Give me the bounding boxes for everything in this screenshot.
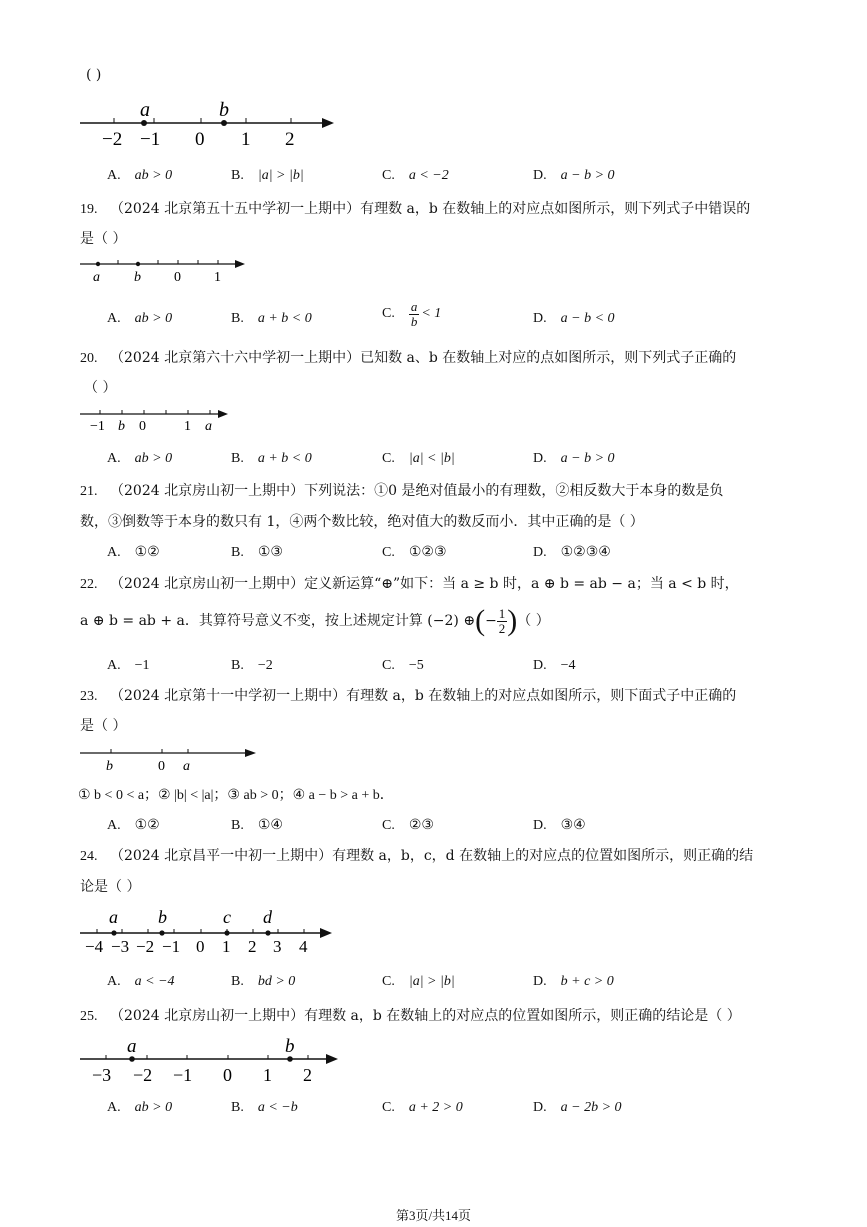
q21-option-c[interactable]: C. ①②③ (382, 545, 447, 560)
q19-stem-line1: （2024 北京第五十五中学初一上期中）有理数 a，b 在数轴上的对应点如图所示，则下列式子中错误的 (110, 201, 751, 217)
label-one: 1 (214, 270, 221, 285)
label-a: a (183, 759, 190, 774)
label-zero: 0 (174, 270, 181, 285)
axis-arrow (245, 749, 256, 757)
label-b: b (134, 270, 141, 285)
q24-option-d[interactable]: D. b + c > 0 (533, 974, 614, 989)
label-b: b (158, 907, 167, 927)
q19-fraction: $\frac{a}{b}$ (410, 299, 418, 329)
label-a: a (93, 270, 100, 285)
q24-number: 24. (80, 849, 98, 864)
tick-label: 2 (303, 1065, 312, 1085)
label-a: a (140, 99, 150, 121)
q20-number-line (78, 405, 238, 435)
axis-arrow (218, 410, 228, 418)
tick-label: −4 (85, 937, 104, 956)
q22-stem-line1: （2024 北京房山初一上期中）定义新运算“⊕”如下：当 a ≥ b 时，a ⊕ b = ab − a；当 a < b 时， (110, 576, 739, 592)
q25-option-a[interactable]: A. ab > 0 (107, 1100, 173, 1115)
q25-option-b[interactable]: B. a < −b (231, 1100, 298, 1115)
tick-label: 2 (285, 129, 295, 150)
q25-option-c[interactable]: C. a + 2 > 0 (382, 1100, 463, 1115)
label-b: b (106, 759, 113, 774)
q18-option-d[interactable]: D. a − b > 0 (533, 168, 615, 183)
q18-option-c[interactable]: C. a < −2 (382, 168, 449, 183)
q21-option-b[interactable]: B. ①③ (231, 545, 283, 560)
q25-number-line (76, 1034, 351, 1086)
q19-stem-line2: 是（ ） (80, 231, 127, 247)
q25-number: 25. (80, 1009, 98, 1024)
tick-label: −3 (111, 937, 130, 956)
axis-arrow (235, 260, 245, 268)
point-d (265, 930, 270, 935)
label-d: d (263, 907, 272, 927)
point-b (136, 262, 140, 266)
q25-option-d[interactable]: D. a − 2b > 0 (533, 1100, 622, 1115)
q23-conditions: ① b < 0 < a；② |b| < |a|；③ ab > 0；④ a − b > a + b． (78, 788, 394, 803)
tick-label: 1 (241, 129, 251, 150)
label-a: a (205, 419, 212, 434)
tick-label: 4 (299, 937, 308, 956)
q24-option-c[interactable]: C. |a| > |b| (382, 974, 455, 989)
q23-option-d[interactable]: D. ③④ (533, 818, 586, 833)
q24-stem-line2: 论是（ ） (80, 879, 141, 895)
point-a (96, 262, 100, 266)
q24-stem-line1: （2024 北京昌平一中初一上期中）有理数 a，b，c，d 在数轴上的对应点的位置如图所示，则正确的结 (110, 848, 754, 864)
tick-label: −1 (162, 937, 181, 956)
label-zero: 0 (158, 759, 165, 774)
q19-option-a[interactable]: A. ab > 0 (107, 311, 173, 326)
label-minus-one: −1 (90, 419, 105, 434)
label-one: 1 (184, 419, 191, 434)
q20-option-b[interactable]: B. a + b < 0 (231, 451, 312, 466)
label-c: c (223, 907, 231, 927)
axis-arrow (320, 928, 332, 938)
axis-arrow (322, 118, 334, 128)
axis-arrow (326, 1054, 338, 1064)
q18-option-a[interactable]: A. ab > 0 (107, 168, 173, 183)
tick-label: 0 (195, 129, 205, 150)
label-a: a (109, 907, 118, 927)
point-b (159, 930, 164, 935)
q24-option-b[interactable]: B. bd > 0 (231, 974, 296, 989)
q22-stem-line2: a ⊕ b = ab + a．其算符号意义不变，按上述规定计算 (−2) ⊕(− $\frac{1}{2}$ )（ ） (80, 604, 550, 637)
q20-stem-line2: （ ） (84, 380, 117, 396)
q20-option-c[interactable]: C. |a| < |b| (382, 451, 455, 466)
tick-label: −1 (173, 1065, 193, 1085)
q19-number-line (78, 254, 253, 286)
q24-option-a[interactable]: A. a < −4 (107, 974, 175, 989)
point-c (224, 930, 229, 935)
q22-fraction: $\frac{1}{2}$ (498, 605, 506, 636)
label-b: b (118, 419, 125, 434)
q21-option-d[interactable]: D. ①②③④ (533, 545, 611, 560)
tick-label: −2 (102, 129, 123, 150)
q23-stem-line2: 是（ ） (80, 718, 127, 734)
q23-option-c[interactable]: C. ②③ (382, 818, 434, 833)
q22-option-d[interactable]: D. −4 (533, 658, 576, 673)
point-a (129, 1056, 135, 1062)
tick-label: −2 (133, 1065, 153, 1085)
tick-label: 0 (196, 937, 205, 956)
q20-number: 20. (80, 351, 98, 366)
q20-option-d[interactable]: D. a − b > 0 (533, 451, 615, 466)
q20-option-a[interactable]: A. ab > 0 (107, 451, 173, 466)
q25-stem-line1: （2024 北京房山初一上期中）有理数 a，b 在数轴上的对应点的位置如图所示，则正确的结论是（ ） (110, 1008, 741, 1024)
q18-option-b[interactable]: B. |a| > |b| (231, 168, 304, 183)
q22-option-c[interactable]: C. −5 (382, 658, 424, 673)
tick-label: −1 (140, 129, 161, 150)
q21-stem-line2: 数，③倒数等于本身的数只有 1，④两个数比较，绝对值大的数反而小．其中正确的是（ ） (80, 514, 644, 530)
tick-label: 3 (273, 937, 282, 956)
q19-number: 19. (80, 202, 98, 217)
point-b (287, 1056, 293, 1062)
q19-option-d[interactable]: D. a − b < 0 (533, 311, 615, 326)
q21-stem-line1: （2024 北京房山初一上期中）下列说法：①0 是绝对值最小的有理数，②相反数大于本身的数是负 (110, 483, 724, 499)
q24-number-line (78, 906, 343, 956)
q20-stem-line1: （2024 北京第六十六中学初一上期中）已知数 a、b 在数轴上对应的点如图所示，则下列式子正确的 (110, 350, 737, 366)
q22-option-a[interactable]: A. −1 (107, 658, 150, 673)
q22-number: 22. (80, 577, 98, 592)
label-b: b (219, 99, 229, 121)
point-a (111, 930, 116, 935)
q23-stem-line1: （2024 北京第十一中学初一上期中）有理数 a，b 在数轴上的对应点如图所示，则下面式子中正确的 (110, 688, 737, 704)
tick-label: −2 (136, 937, 155, 956)
tick-label: 0 (223, 1065, 232, 1085)
q22-option-b[interactable]: B. −2 (231, 658, 273, 673)
q23-number: 23. (80, 689, 98, 704)
label-a: a (127, 1036, 137, 1057)
q18-number-line (76, 96, 346, 150)
tick-label: −3 (92, 1065, 112, 1085)
q21-option-a[interactable]: A. ①② (107, 545, 160, 560)
label-zero: 0 (139, 419, 146, 434)
q18-paren: ( ) (86, 67, 102, 83)
page-number: 第3页/共14页 (395, 1208, 472, 1223)
tick-label: 2 (248, 937, 257, 956)
label-b: b (285, 1036, 295, 1057)
q23-option-b[interactable]: B. ①④ (231, 818, 283, 833)
q23-number-line (78, 744, 263, 774)
q19-option-c[interactable]: C. $\frac{a}{b}$ < 1 (382, 299, 442, 329)
q23-option-a[interactable]: A. ①② (107, 818, 160, 833)
tick-label: 1 (263, 1065, 272, 1085)
q19-option-b[interactable]: B. a + b < 0 (231, 311, 312, 326)
q21-number: 21. (80, 484, 98, 499)
tick-label: 1 (222, 937, 231, 956)
